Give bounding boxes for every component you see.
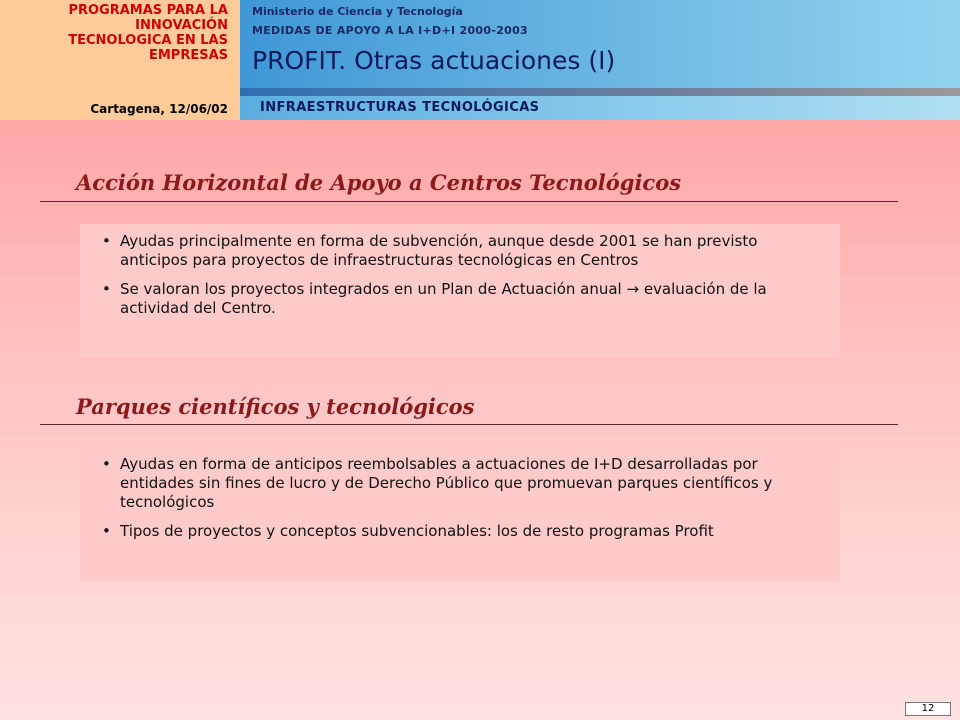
section-heading: INFRAESTRUCTURAS TECNOLÓGICAS bbox=[240, 96, 960, 120]
program-name-line: INNOVACIÓN bbox=[135, 18, 228, 33]
bullet-item: • Tipos de proyectos y conceptos subvencionables: los de resto programas Profit bbox=[102, 522, 828, 541]
page-title: PROFIT. Otras actuaciones (I) bbox=[252, 46, 616, 75]
page-number: 12 bbox=[905, 702, 951, 716]
divider-stripe-blue bbox=[240, 88, 960, 96]
bullet-item: • Ayudas en forma de anticipos reembolsables a actuaciones de I+D desarrolladas por entidades sin fines de lucro y de Derecho Público que promuevan parques científicos y tecnológicos bbox=[102, 455, 828, 512]
bullet-item: • Se valoran los proyectos integrados en un Plan de Actuación anual → evaluación de la actividad del Centro. bbox=[102, 280, 828, 318]
title-panel bbox=[240, 0, 960, 88]
ministry-label: Ministerio de Ciencia y Tecnología bbox=[252, 5, 463, 18]
program-name-line: EMPRESAS bbox=[148, 48, 228, 63]
content-box-parques bbox=[80, 447, 840, 581]
program-name-line: TECNOLOGICA EN LAS bbox=[68, 33, 228, 48]
section-rule bbox=[40, 424, 898, 425]
program-name-line: PROGRAMAS PARA LA bbox=[68, 3, 228, 18]
bullet-item: • Ayudas principalmente en forma de subvención, aunque desde 2001 se han previsto anticipos para proyectos de infraestructuras tecnológicas en Centros bbox=[102, 232, 828, 270]
section-rule bbox=[40, 201, 898, 202]
place-date: Cartagena, 12/06/02 bbox=[0, 96, 240, 120]
section-title-parques: Parques científicos y tecnológicos bbox=[76, 394, 475, 419]
measures-label: MEDIDAS DE APOYO A LA I+D+I 2000-2003 bbox=[252, 24, 529, 37]
program-name-panel bbox=[0, 0, 240, 88]
content-box-centros bbox=[80, 224, 840, 357]
section-title-centros: Acción Horizontal de Apoyo a Centros Tecnológicos bbox=[76, 170, 682, 195]
